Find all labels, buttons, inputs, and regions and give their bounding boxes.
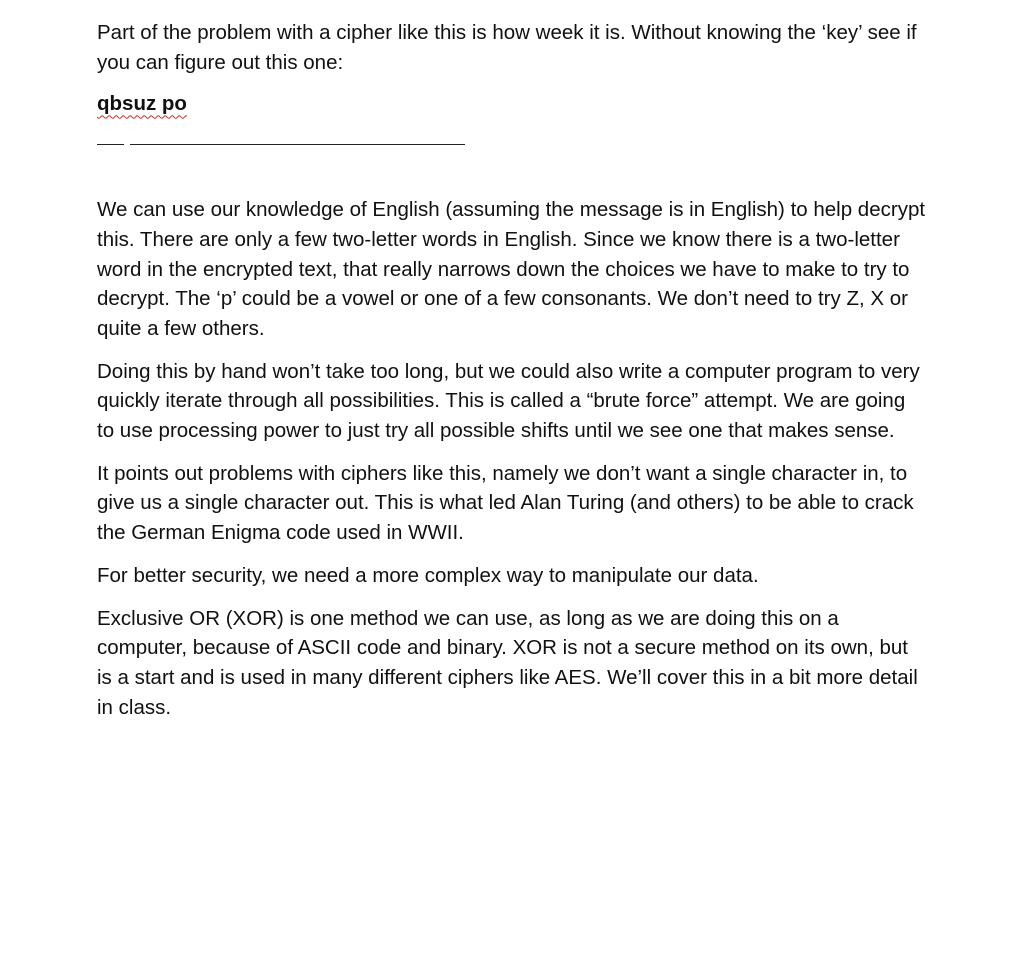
paragraph-brute-force: Doing this by hand won’t take too long, but we could also write a computer program to very quickly iterate through all possibilities. This is called a “brute force” attempt. We are going to use processing power to just try all possible shifts until we see one that makes sense. — [97, 359, 920, 443]
cipher-line — [97, 89, 927, 119]
paragraph-better-security: For better security, we need a more complex way to manipulate our data. — [97, 563, 759, 587]
answer-blanks — [97, 119, 927, 159]
intro-paragraph: Part of the problem with a cipher like this is how week it is. Without knowing the ‘key’ see if you can figure out this one: — [97, 21, 917, 74]
paragraph-english-knowledge: We can use our knowledge of English (assuming the message is in English) to help decrypt this. There are only a few two-letter words in English. Since we know there is a two-letter word in the encrypted text, that really narrows down the choices we have to make to try to decrypt. The ‘p’ could be a vowel or one of a few consonants. We don’t need to try Z, X or quite a few others. — [97, 198, 926, 340]
paragraph-xor: Exclusive OR (XOR) is one method we can use, as long as we are doing this on a computer, because of ASCII code and binary. XOR is not a secure method on its own, but is a start and is used in many different ciphers like AES. We’ll cover this in a bit more detail in class. — [97, 606, 918, 719]
document-page — [97, 18, 927, 722]
cipher-text: qbsuz po — [97, 92, 187, 116]
answer-blank-long — [130, 144, 465, 145]
paragraph-cipher-problems: It points out problems with ciphers like this, namely we don’t want a single character in, to give us a single character out. This is what led Alan Turing (and others) to be able to crack the German Enigma code used in WWII. — [97, 461, 914, 545]
answer-blank-short — [97, 144, 124, 145]
